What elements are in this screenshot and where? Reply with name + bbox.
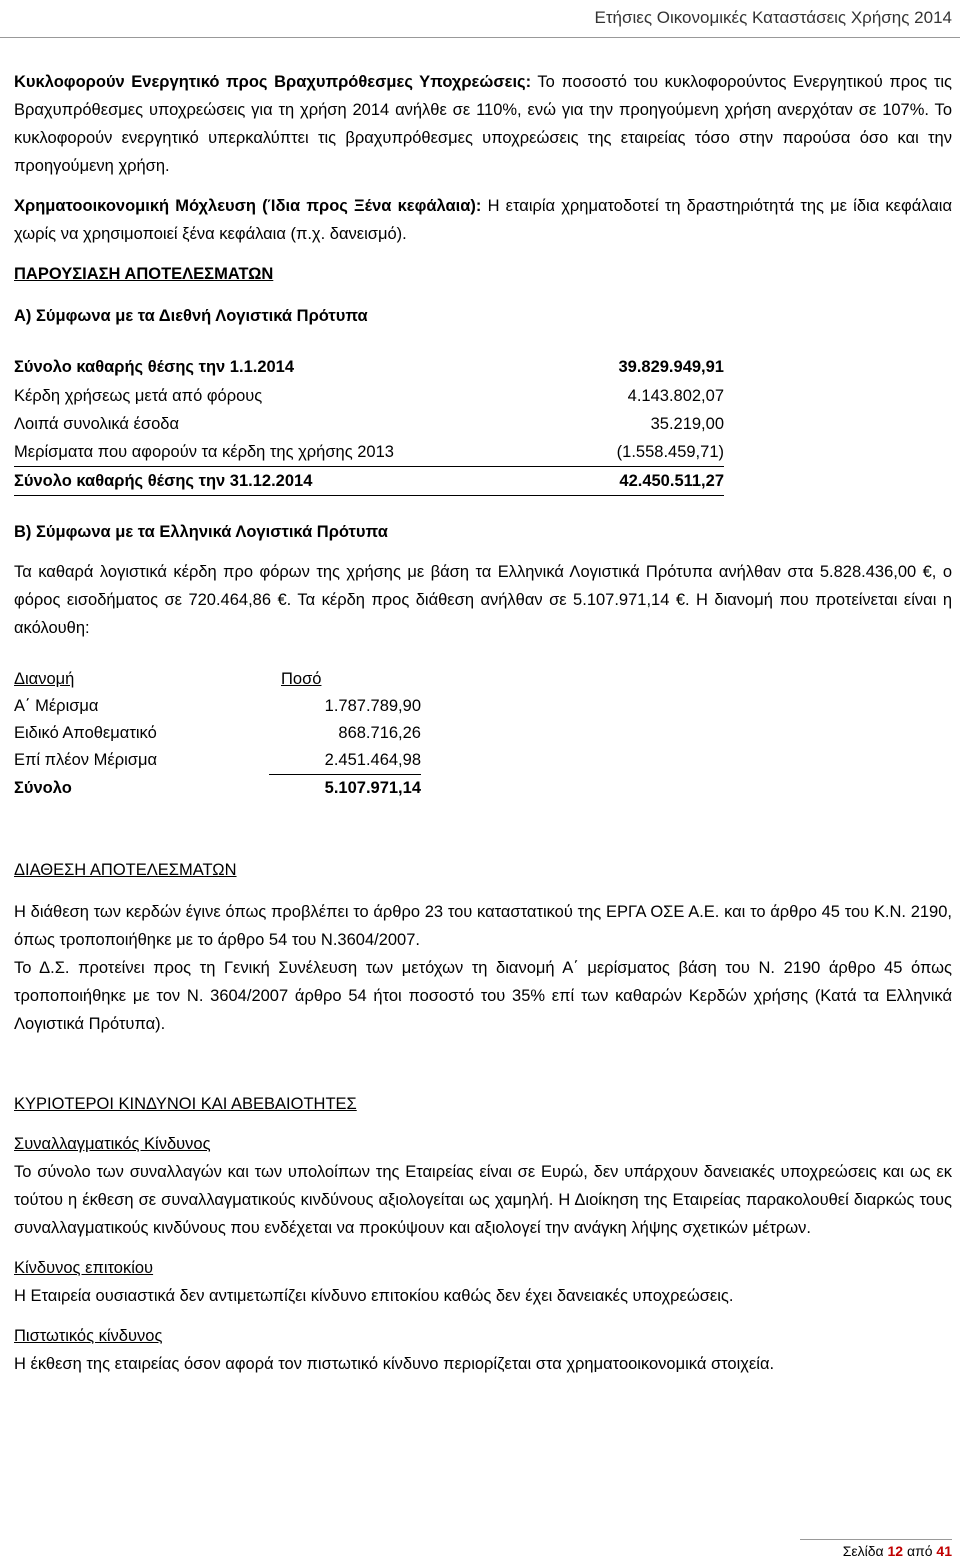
equity-row-value: 42.450.511,27 [514,467,724,496]
current-ratio-text: Το ποσοστό του κυκλοφορούντος Ενεργητικού προς τις Βραχυπρόθεσμες υποχρεώσεις για τη χρήση 2014 ανήλθε σε 110%, ενώ για την προηγούμενη χρήση ανερχόταν σε 107%. Το κυκλοφορούν ενεργητικό υπερκαλύπτει τις βραχυπρόθεσμες υποχρεώσεις της εταιρείας τόσο στην παρούσα όσο και την προηγούμενη χρήση. [14,73,952,175]
page-content [14,68,952,1378]
risks-section-title: ΚΥΡΙΟΤΕΡΟΙ ΚΙΝΔΥΝΟΙ ΚΑΙ ΑΒΕΒΑΙΟΤΗΤΕΣ [14,1095,357,1113]
table-total-row [14,775,421,803]
table-header-row [14,666,421,693]
header-divider [0,37,960,38]
current-ratio-heading: Κυκλοφορούν Ενεργητικό προς Βραχυπρόθεσμες Υποχρεώσεις: [14,73,532,91]
distribution-table [14,666,421,802]
distribution-col-header: Διανομή [14,670,75,688]
distribution-total-value: 5.107.971,14 [269,775,421,803]
equity-row-label: Μερίσματα που αφορούν τα κέρδη της χρήσης 2013 [14,443,394,461]
equity-table [14,352,724,496]
equity-row-label: Λοιπά συνολικά έσοδα [14,415,179,433]
table-row [14,382,724,410]
leverage-heading: Χρηματοοικονομική Μόχλευση (Ίδια προς Ξένα κεφάλαια): [14,197,482,215]
current-ratio-paragraph [14,68,952,180]
distribution-row-label: Α΄ Μέρισμα [14,697,99,715]
allocation-section-title: ΔΙΑΘΕΣΗ ΑΠΟΤΕΛΕΣΜΑΤΩΝ [14,861,237,879]
distribution-row-value: 1.787.789,90 [324,697,421,715]
table-row [14,410,724,438]
credit-risk-title: Πιστωτικός κίνδυνος [14,1327,163,1345]
results-section-title: ΠΑΡΟΥΣΙΑΣΗ ΑΠΟΤΕΛΕΣΜΑΤΩΝ [14,265,274,283]
table-row [14,352,724,382]
distribution-row-value: 868.716,26 [338,724,421,742]
fx-risk-text: Το σύνολο των συναλλαγών και των υπολοίπων της Εταιρείας είναι σε Ευρώ, δεν υπάρχουν δανειακές υποχρεώσεις και ως εκ τούτου η έκθεση σε συναλλαγματικούς κινδύνους αξιολογείται ως χαμηλή. Η Διοίκηση της Εταιρείας παρακολουθεί διαρκώς τους συναλλαγματικούς κινδύνους που ενδέχεται να προκύψουν και αξιολογεί την ανάγκη λήψης σχετικών μέτρων. [14,1163,952,1237]
equity-row-value: 39.829.949,91 [618,358,724,376]
gaap-subheading: Β) Σύμφωνα με τα Ελληνικά Λογιστικά Πρότυπα [14,523,388,541]
allocation-paragraph-1: Η διάθεση των κερδών έγινε όπως προβλέπει το άρθρο 23 του καταστατικού της ΕΡΓΑ ΟΣΕ Α.Ε. και το άρθρο 45 του Κ.Ν. 2190, όπως τροποποιήθηκε με το άρθρο 54 του Ν.3604/2007. [14,903,952,949]
table-row [14,720,421,747]
leverage-paragraph [14,192,952,248]
total-pages: 41 [936,1543,952,1559]
equity-row-value: 35.219,00 [650,415,724,433]
table-row [14,693,421,720]
equity-row-label: Σύνολο καθαρής θέσης την 31.12.2014 [14,467,514,496]
amount-col-header: Ποσό [281,670,322,688]
of-label: από [906,1543,933,1559]
equity-row-value: 4.143.802,07 [627,387,724,405]
credit-risk-text: Η έκθεση της εταιρείας όσον αφορά τον πιστωτικό κίνδυνο περιορίζεται στα χρηματοοικονομικά στοιχεία. [14,1355,775,1373]
page-label: Σελίδα [842,1543,884,1559]
leverage-text: Η εταιρία χρηματοδοτεί τη δραστηριότητά της με ίδια κεφάλαια χωρίς να χρησιμοποιεί ξένα κεφάλαια (π.χ. δανεισμό). [14,197,952,243]
footer-divider [800,1539,952,1540]
interest-risk-title: Κίνδυνος επιτοκίου [14,1259,154,1277]
table-row [14,438,724,467]
distribution-row-label: Ειδικό Αποθεματικό [14,724,157,742]
table-row [14,747,421,775]
distribution-row-value: 2.451.464,98 [324,751,421,769]
gaap-paragraph: Τα καθαρά λογιστικά κέρδη προ φόρων της χρήσης με βάση τα Ελληνικά Λογιστικά Πρότυπα ανήλθαν στα 5.828.436,00 €, ο φόρος εισοδήματος σε 720.464,86 €. Τα κέρδη προς διάθεση ανήλθαν σε 5.107.971,14 €. Η διανομή που προτείνεται είναι η ακόλουθη: [14,563,952,637]
ifrs-subheading: Α) Σύμφωνα με τα Διεθνή Λογιστικά Πρότυπα [14,307,368,325]
distribution-row-label: Επί πλέον Μέρισμα [14,751,158,770]
allocation-paragraph-2: Το Δ.Σ. προτείνει προς τη Γενική Συνέλευση των μετόχων τη διανομή Α΄ μερίσματος βάση του Ν. 2190 άρθρο 45 όπως τροποποιήθηκε με τον Ν. 3604/2007 άρθρο 54 ήτοι ποσοστό του 35% επί των καθαρών Κερδών χρήσης (Κατά τα Ελληνικά Λογιστικά Πρότυπα). [14,959,952,1033]
interest-risk-text: Η Εταιρεία ουσιαστικά δεν αντιμετωπίζει κίνδυνο επιτοκίου καθώς δεν έχει δανειακές υποχρεώσεις. [14,1287,734,1305]
document-header: Ετήσιες Οικονομικές Καταστάσεις Χρήσης 2014 [594,8,952,27]
fx-risk-title: Συναλλαγματικός Κίνδυνος [14,1135,211,1153]
page-number: 12 [887,1543,904,1559]
equity-row-label: Σύνολο καθαρής θέσης την 1.1.2014 [14,358,295,376]
equity-row-label: Κέρδη χρήσεως μετά από φόρους [14,387,263,405]
equity-row-value: (1.558.459,71) [616,443,724,461]
page-footer [843,1543,952,1559]
distribution-total-label: Σύνολο [14,778,72,797]
table-row [14,467,724,496]
